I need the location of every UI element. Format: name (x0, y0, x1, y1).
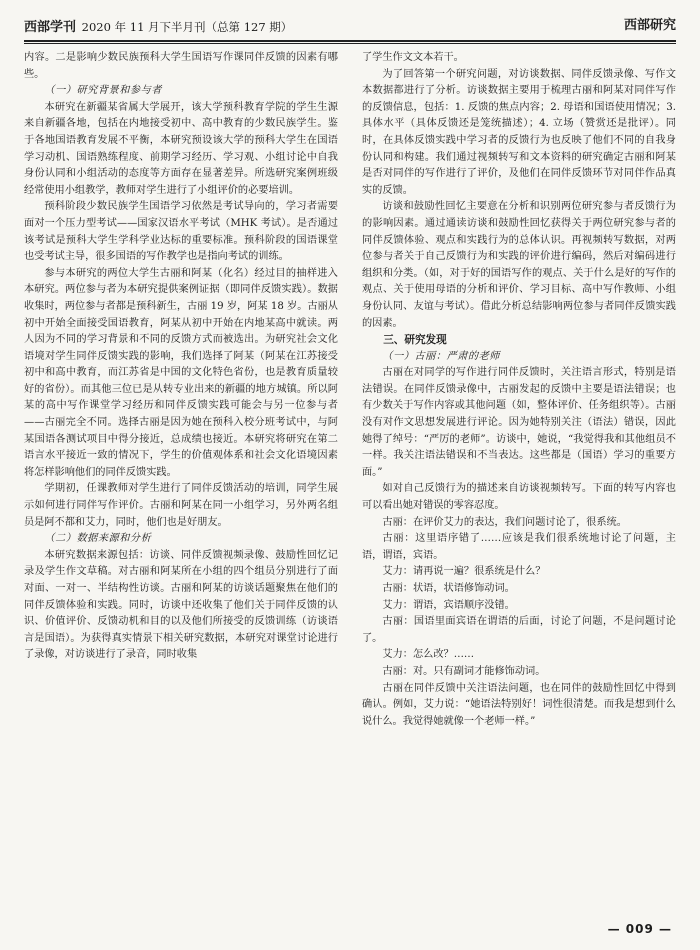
paragraph: 了学生作文文本若干。 (362, 52, 464, 63)
paragraph: 艾力：谓语，宾语顺序没错。 (382, 599, 515, 611)
paragraph: 参与本研究的两位大学生古丽和阿某（化名）经过目的抽样进入本研究。两位参与者为本研究提供案例证据（即同伴反馈实践）。数据收集时，两位参与者都是预科新生，古丽 19 岁，阿某 18 岁。古丽从初中开始全面接受国语教育，阿某从初中开始在内地某高中就读。两人因为不同的学习背景和不同的反馈方式而被选出。为研究社会文化语境对学生同伴反馈实践的影响，我们选择了阿某（阿某在江苏接受初中和高中教育，而江苏省是中国的文化特色省份，也是教育质量较好的省份）。而其他三位已是从转专业出来的新疆的地方城镇。所以阿某的高中写作课堂学习经历和同伴反馈实践可能会与另一位参与者——古丽完全不同。选择古丽是因为她在预科入校分班考试中，与阿某国语各测试项目中得分接近，总成绩也接近。本研究将研究在第二语言水平接近一致的情况下，学生的价值观体系和社会文化语境因素将怎样影响他们的同伴反馈实践。 (24, 267, 338, 478)
paragraph: 古丽：国语里面宾语在谓语的后面，讨论了问题，不是问题讨论了。 (362, 616, 676, 644)
paragraph: 本研究在新疆某省属大学展开，该大学预科教育学院的学生生源来自新疆各地，包括在内地接受初中、高中教育的少数民族学生。鉴于各地国语教育发展不平衡，本研究预设该大学的预科大学生在国语学习动机、国语熟练程度、前期学习经历、学习观、小组讨论中自我身份认同和小组活动的态度等方面存在显著差异。所选研究案例班级经常使用小组教学，教师对学生进行了小组评价的必要培训。 (24, 101, 338, 196)
right-column (362, 50, 676, 910)
subsection-heading: （一）研究背景和参与者 (44, 85, 162, 97)
issue-info: 2020 年 11 月下半月刊（总第 127 期） (81, 20, 293, 34)
subsection-heading: （一）古丽：严肃的老师 (382, 350, 500, 362)
paragraph: 访谈和鼓励性回忆主要意在分析和识别两位研究参与者反馈行为的影响因素。通过通读访谈和鼓励性回忆获得关于两位研究参与者的同伴反馈体验、观点和实践行为的总体认识。再视频转写数据，对两位参与者关于自己反馈行为和实践的评价进行编码，然后对编码进行组织和分类。（如，对于好的国语写作的观点、关于什么是好的写作的观点、关于使用母语的分析和评价、学习目标、高中写作教师、小组身份认同、友谊与考试）。借此分析总结影响两位参与者同伴反馈实践的因素。 (362, 201, 676, 329)
paragraph: 艾力：怎么改？…… (382, 649, 475, 661)
header-rule-thin (24, 43, 676, 44)
running-header (24, 12, 676, 36)
journal-logo: 西部学刊 (24, 20, 77, 35)
page-number: — 009 — (607, 922, 672, 936)
header-rule-thick (24, 40, 676, 42)
paragraph: 古丽：这里语序错了……应该是我们很系统地讨论了问题，主语，谓语，宾语。 (362, 533, 676, 561)
header-journal-info (24, 16, 292, 35)
paragraph: 如对自己反馈行为的描述来自访谈视频转写。下面的转写内容也可以看出她对错误的零容忍度。 (362, 483, 676, 512)
left-column (24, 50, 338, 910)
paragraph: 学期初，任课教师对学生进行了同伴反馈活动的培训，同学生展示如何进行同伴写作评价。古丽和阿某在同一小组学习，另外两名组员是阿不都和艾力，同时，他们也是好朋友。 (24, 483, 338, 528)
paragraph: 古丽：对。只有副词才能修饰动词。 (382, 665, 546, 677)
paragraph: 内容。二是影响少数民族预科大学生国语写作课同伴反馈的因素有哪些。 (24, 52, 338, 80)
paragraph: 古丽：在评价艾力的表达，我们问题讨论了，很系统。 (382, 516, 627, 528)
paragraph: 预科阶段少数民族学生国语学习依然是考试导向的，学习者需要面对一个压力型考试——国家汉语水平考试（MHK 考试）。是否通过该考试是预科大学生学科学业达标的重要标准。预科阶段的国语课堂也受考试主导，很多国语的写作教学也是指向考试的训练。 (24, 201, 338, 263)
section-title: 西部研究 (623, 18, 676, 33)
paragraph: 为了回答第一个研究问题，对访谈数据、同伴反馈录像、写作文本数据都进行了分析。访谈数据主要用于梳理古丽和阿某对同伴写作的反馈信息，包括：1. 反馈的焦点内容；2. 母语和国语使用情况；3. 具体水平（具体反馈还是笼统描述）；4. 立场（赞赏还是批评）。同时，在具体反馈实践中学习者的反馈行为也反映了他们不同的自我身份认同和构建。我们通过视频转写和文本资料的研究确定古丽和阿某是否对同伴的写作进行了评价，及他们在同伴反馈环节对同伴作品真实的反馈。 (362, 68, 676, 196)
subsection-heading: （二）数据来源和分析 (44, 533, 152, 545)
section-heading: 三、研究发现 (383, 334, 447, 347)
paragraph: 古丽在对同学的写作进行同伴反馈时，关注语言形式，特别是语法错误。在同伴反馈录像中，古丽发起的反馈中主要是语法错误；也有少数关于写作内容或其他问题（如，整体评价、任务组织等）。古丽没有对作文思想发展进行评论。因为她特别关注（语法）错误，因此她得了绰号：“严厉的老师”。访谈中，她说，“我觉得我和其他组员不一样。我关注语法错误和不当表达。这些都是（国语）学习的重要方面。” (362, 367, 676, 478)
paragraph: 古丽在同伴反馈中关注语法问题，也在同伴的鼓励性回忆中得到确认。例如，艾力说：“她语法特别好！词性很清楚。而我是想到什么说什么。我觉得她就像一个老师一样。” (362, 682, 676, 727)
paragraph: 古丽：状语，状语修饰动词。 (382, 583, 515, 594)
paragraph: 艾力：请再说一遍？很系统是什么？ (382, 566, 546, 578)
paragraph: 本研究数据来源包括：访谈、同伴反馈视频录像、鼓励性回忆记录及学生作文草稿。对古丽和阿某所在小组的四个组员分别进行了面对面、一对一、半结构性访谈。古丽和阿某的访谈话题聚焦在他们的同伴反馈体验和实践。同时，访谈中还收集了他们关于同伴反馈的认识、价值评价、反馈动机和目的以及他们所接受的反馈训练（访谈语言是国语）。为获得真实情景下相关研究数据，本研究对课堂讨论进行了录像，对访谈进行了录音，同时收集 (24, 549, 338, 661)
